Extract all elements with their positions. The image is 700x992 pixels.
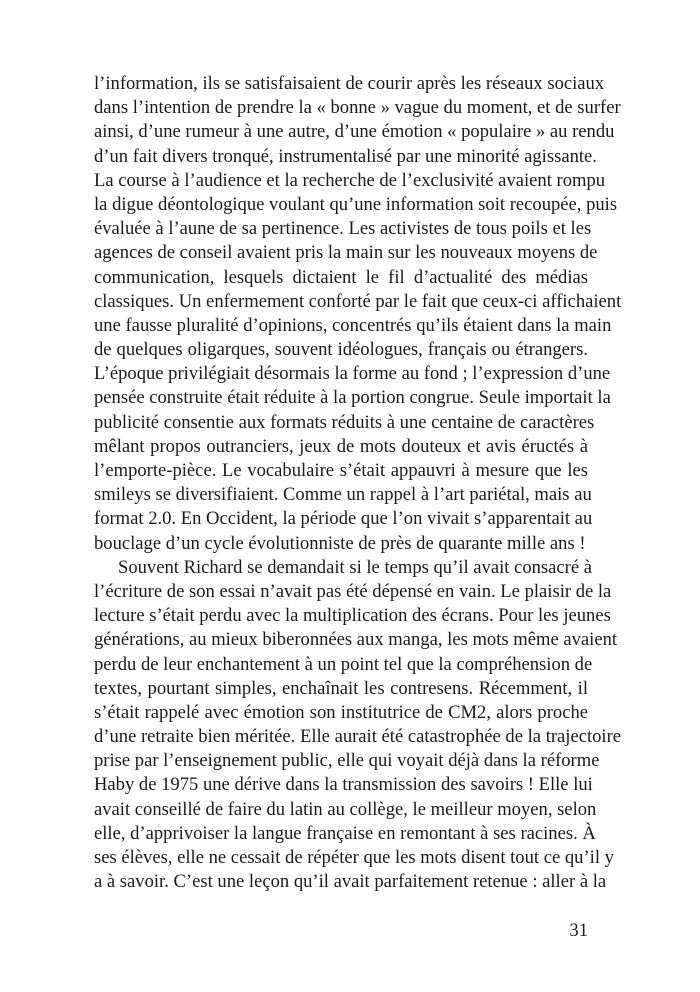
text-line: d’une retraite bien méritée. Elle aurait été catastrophée de la trajectoire xyxy=(94,726,622,748)
text-line: agences de conseil avaient pris la main sur les nouveaux moyens de xyxy=(94,242,598,264)
text-line: La course à l’audience et la recherche de l’exclusivité avaient rompu xyxy=(94,169,606,191)
text-line: format 2.0. En Occident, la période que l’on vivait s’apparentait au xyxy=(94,508,593,530)
text-line: communication, lesquels dictaient le fil d’actualité des médias xyxy=(94,266,588,288)
text-line: smileys se diversifiaient. Comme un rappel à l’art pariétal, mais au xyxy=(94,484,592,506)
text-line: l’écriture de son essai n’avait pas été dépensé en vain. Le plaisir de la xyxy=(94,580,612,602)
text-line: ses élèves, elle ne cessait de répéter que les mots disent tout ce qu’il y xyxy=(94,847,614,868)
text-line: d’un fait divers tronqué, instrumentalisé par une minorité agissante. xyxy=(94,145,597,167)
text-line: Haby de 1975 une dérive dans la transmission des savoirs ! Elle lui xyxy=(94,774,593,796)
text-line: mêlant propos outranciers, jeux de mots douteux et avis éructés à xyxy=(94,435,588,457)
text-line: de quelques oligarques, souvent idéologues, français ou étrangers. xyxy=(94,339,588,361)
text-line: l’information, ils se satisfaisaient de courir après les réseaux sociaux xyxy=(94,73,605,94)
text-line: une fausse pluralité d’opinions, concentrés qu’ils étaient dans la main xyxy=(94,314,612,336)
text-line: publicité consentie aux formats réduits à une centaine de caractères xyxy=(94,411,595,433)
page-number: 31 xyxy=(569,920,588,941)
text-line: classiques. Un enfermement conforté par le fait que ceux-ci affichaient xyxy=(94,290,622,312)
text-line: Souvent Richard se demandait si le temps qu’il avait consacré à xyxy=(118,556,592,578)
text-line: prise par l’enseignement public, elle qui voyait déjà dans la réforme xyxy=(94,750,600,772)
text-line: textes, pourtant simples, enchaînait les contresens. Récemment, il xyxy=(94,677,588,699)
text-line: s’était rappelé avec émotion son institutrice de CM2, alors proche xyxy=(94,701,588,723)
text-line: perdu de leur enchantement à un point tel que la compréhension de xyxy=(94,653,593,675)
text-line: bouclage d’un cycle évolutionniste de près de quarante mille ans ! xyxy=(94,532,586,554)
text-line: générations, au mieux biberonnées aux manga, les mots même avaient xyxy=(94,629,618,651)
body-text xyxy=(94,72,622,894)
text-line: évaluée à l’aune de sa pertinence. Les activistes de tous poils et les xyxy=(94,218,592,240)
text-line: avait conseillé de faire du latin au collège, le meilleur moyen, selon xyxy=(94,798,597,820)
text-line: elle, d’apprivoiser la langue française en remontant à ses racines. À xyxy=(94,822,596,844)
text-line: a à savoir. C’est une leçon qu’il avait parfaitement retenue : aller à la xyxy=(94,871,607,893)
text-line: pensée construite était réduite à la portion congrue. Seule importait la xyxy=(94,387,611,409)
text-line: lecture s’était perdu avec la multiplication des écrans. Pour les jeunes xyxy=(94,605,611,627)
text-line: l’emporte-pièce. Le vocabulaire s’était appauvri à mesure que les xyxy=(94,460,588,481)
text-line: ainsi, d’une rumeur à une autre, d’une émotion « populaire » au rendu xyxy=(94,121,615,143)
text-line: la digue déontologique voulant qu’une information soit recoupée, puis xyxy=(94,193,618,215)
text-line: dans l’intention de prendre la « bonne » vague du moment, et de surfer xyxy=(94,97,621,119)
text-line: L’époque privilégiait désormais la forme au fond ; l’expression d’une xyxy=(94,363,611,385)
